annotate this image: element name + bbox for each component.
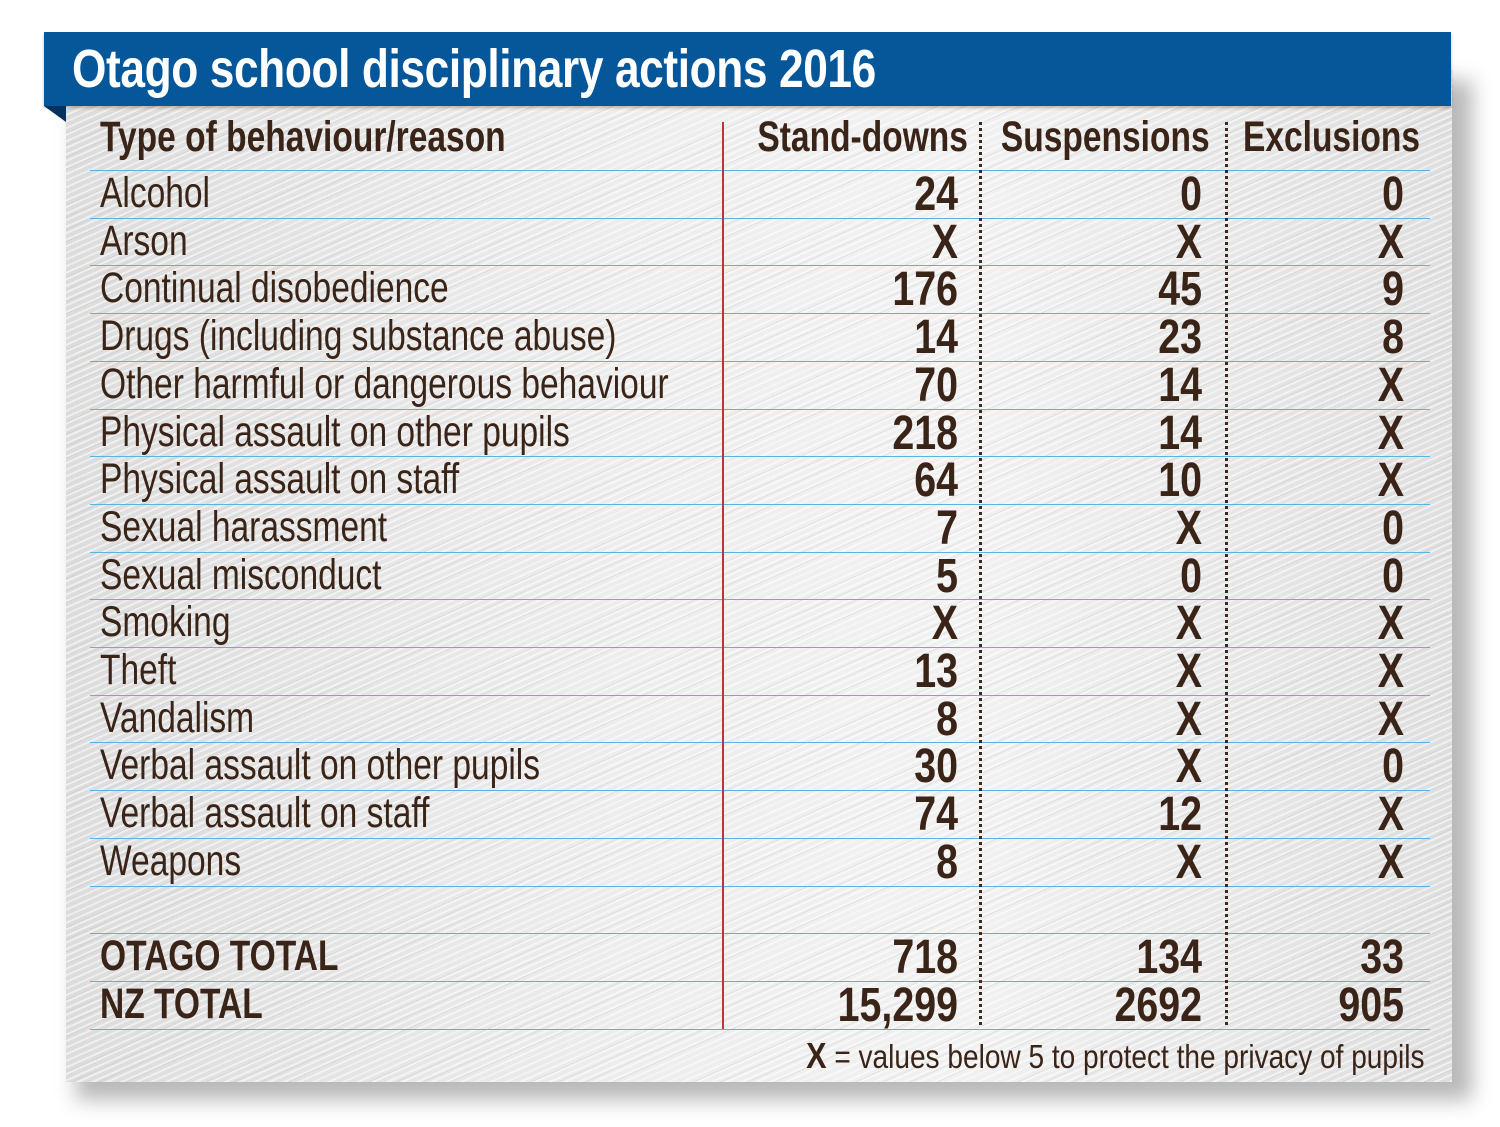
- row-label: Physical assault on other pupils: [100, 407, 570, 456]
- exclusions-value: X: [1377, 645, 1404, 698]
- row-label: Drugs (including substance abuse): [100, 312, 617, 361]
- suspensions-value: 23: [1158, 311, 1202, 365]
- column-header-reason: Type of behaviour/reason: [100, 113, 506, 161]
- exclusions-value: 0: [1382, 549, 1404, 603]
- exclusions-value: 33: [1360, 931, 1404, 985]
- row-label: Physical assault on staff: [100, 455, 460, 504]
- chart-title: Otago school disciplinary actions 2016: [72, 39, 876, 99]
- stand-downs-value: 14: [914, 311, 958, 365]
- exclusions-value: X: [1377, 835, 1404, 889]
- suspensions-value: 45: [1158, 263, 1202, 317]
- row-label: Weapons: [100, 836, 242, 885]
- exclusions-value: 0: [1382, 740, 1404, 794]
- exclusions-value: 9: [1382, 263, 1404, 317]
- exclusions-value: X: [1377, 406, 1404, 460]
- suspensions-value: 134: [1136, 931, 1202, 985]
- total-row-label: OTAGO TOTAL: [100, 932, 339, 981]
- suspensions-value: X: [1175, 501, 1202, 555]
- stand-downs-value: 30: [914, 740, 958, 794]
- row-label: Vandalism: [100, 693, 255, 742]
- stand-downs-value: 7: [936, 501, 958, 555]
- column-header-stand-downs: Stand-downs: [757, 113, 968, 161]
- suspensions-value: X: [1175, 740, 1202, 794]
- column-header-suspensions: Suspensions: [1001, 113, 1210, 161]
- row-label: Alcohol: [100, 169, 211, 217]
- suspensions-value: 14: [1158, 358, 1202, 412]
- stand-downs-value: 218: [892, 406, 958, 460]
- suspensions-value: X: [1175, 692, 1202, 746]
- footnote: [806, 1036, 1424, 1076]
- stand-downs-value: 8: [936, 835, 958, 889]
- row-label: Verbal assault on staff: [100, 789, 430, 838]
- exclusions-value: 0: [1382, 168, 1404, 221]
- footnote-text: = values below 5 to protect the privacy of pupils: [826, 1038, 1424, 1075]
- exclusions-value: 905: [1338, 978, 1404, 1032]
- dotted-column-divider: [979, 122, 982, 1025]
- suspensions-value: X: [1175, 215, 1202, 269]
- exclusions-value: X: [1377, 358, 1404, 412]
- row-label: Sexual harassment: [100, 502, 388, 551]
- suspensions-value: 10: [1158, 454, 1202, 508]
- suspensions-value: 2692: [1114, 978, 1202, 1032]
- stand-downs-value: X: [931, 597, 958, 651]
- suspensions-value: 0: [1180, 549, 1202, 603]
- suspensions-value: 12: [1158, 788, 1202, 842]
- exclusions-value: X: [1377, 788, 1404, 842]
- suspensions-value: 0: [1180, 168, 1202, 221]
- stand-downs-value: 5: [936, 549, 958, 603]
- stand-downs-value: X: [931, 215, 958, 269]
- row-label: Continual disobedience: [100, 264, 449, 313]
- column-header-exclusions: Exclusions: [1242, 113, 1420, 161]
- exclusions-value: X: [1377, 597, 1404, 651]
- row-label: Sexual misconduct: [100, 550, 382, 599]
- suspensions-value: X: [1175, 597, 1202, 651]
- footnote-symbol: X: [805, 1035, 827, 1076]
- column-divider: [722, 122, 724, 1029]
- total-row-label: NZ TOTAL: [100, 979, 263, 1028]
- stand-downs-value: 13: [914, 645, 958, 698]
- banner-fold: [44, 106, 66, 122]
- stand-downs-value: 64: [914, 454, 958, 508]
- row-label: Other harmful or dangerous behaviour: [100, 359, 669, 408]
- row-label: Theft: [100, 646, 177, 694]
- stand-downs-value: 70: [914, 358, 958, 412]
- stand-downs-value: 718: [892, 931, 958, 985]
- stand-downs-value: 24: [914, 168, 958, 221]
- stand-downs-value: 8: [936, 692, 958, 746]
- row-label: Arson: [100, 216, 188, 265]
- exclusions-value: X: [1377, 692, 1404, 746]
- suspensions-value: X: [1175, 835, 1202, 889]
- exclusions-value: X: [1377, 454, 1404, 508]
- row-label: Verbal assault on other pupils: [100, 741, 541, 790]
- exclusions-value: 0: [1382, 501, 1404, 555]
- row-label: Smoking: [100, 598, 231, 647]
- exclusions-value: 8: [1382, 311, 1404, 365]
- stand-downs-value: 15,299: [837, 978, 958, 1032]
- suspensions-value: 14: [1158, 406, 1202, 460]
- stand-downs-value: 74: [914, 788, 958, 842]
- suspensions-value: X: [1175, 645, 1202, 698]
- exclusions-value: X: [1377, 215, 1404, 269]
- stand-downs-value: 176: [892, 263, 958, 317]
